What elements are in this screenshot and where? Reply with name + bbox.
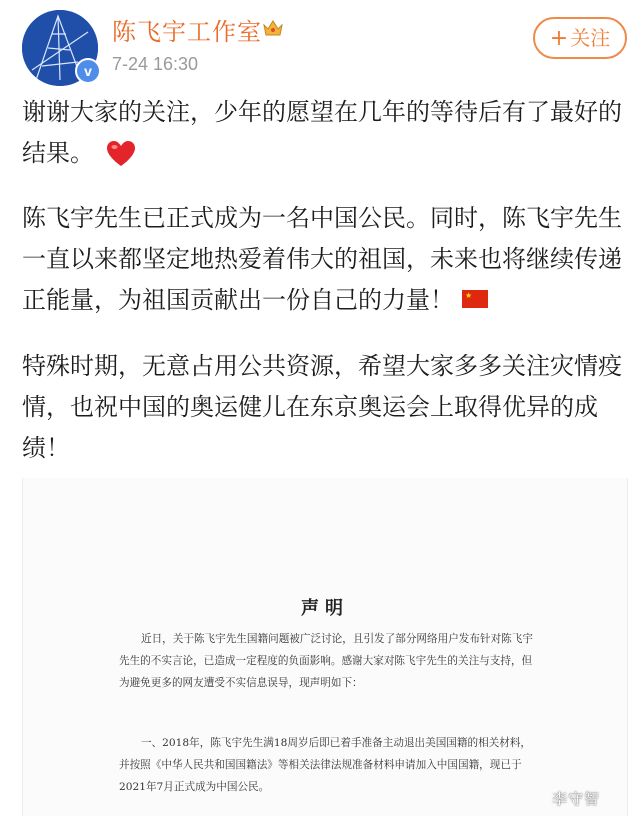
plus-icon: + bbox=[549, 26, 569, 51]
heart-emoji-icon bbox=[106, 140, 136, 168]
statement-paragraph-2: 一、2018年，陈飞宇先生满18周岁后即已着手准备主动退出美国国籍的相关材料，并按照《中华人民共和国国籍法》等相关法律法规准备材料申请加入中国国籍，现已于2021年7月正式成为中国公民。 bbox=[119, 737, 532, 793]
post-timestamp: 7-24 16:30 bbox=[112, 54, 199, 74]
post-text-2: 陈飞宇先生已正式成为一名中国公民。同时，陈飞宇先生一直以来都坚定地热爱着伟大的祖国，未来也将继续传递正能量，为祖国贡献出一份自己的力量！ bbox=[22, 204, 622, 314]
post-paragraph-2 bbox=[22, 198, 622, 321]
post-paragraph-1 bbox=[22, 92, 622, 174]
username[interactable]: 陈飞宇工作室 bbox=[112, 18, 262, 46]
china-flag-icon: ★ bbox=[462, 290, 488, 308]
watermark: 李守智 bbox=[552, 790, 601, 808]
statement-image[interactable] bbox=[22, 478, 628, 816]
statement-paragraph-1: 近日，关于陈飞宇先生国籍问题被广泛讨论，且引发了部分网络用户发布针对陈飞宇先生的不实言论，已造成一定程度的负面影响。感谢大家对陈飞宇先生的关注与支持，但为避免更多的网友遭受不实信息误导，现声明如下： bbox=[119, 633, 533, 689]
statement-title: 声明 bbox=[301, 598, 349, 619]
post-text-3: 特殊时期，无意占用公共资源，希望大家多多关注灾情疫情，也祝中国的奥运健儿在东京奥运会上取得优异的成绩！ bbox=[22, 352, 622, 462]
follow-label: 关注 bbox=[570, 26, 611, 50]
crown-badge-icon bbox=[262, 18, 284, 38]
post-paragraph-3 bbox=[22, 346, 622, 469]
follow-button[interactable] bbox=[533, 17, 627, 59]
verified-icon: v bbox=[75, 58, 101, 84]
post-text-1: 谢谢大家的关注，少年的愿望在几年的等待后有了最好的结果。 bbox=[22, 98, 622, 167]
